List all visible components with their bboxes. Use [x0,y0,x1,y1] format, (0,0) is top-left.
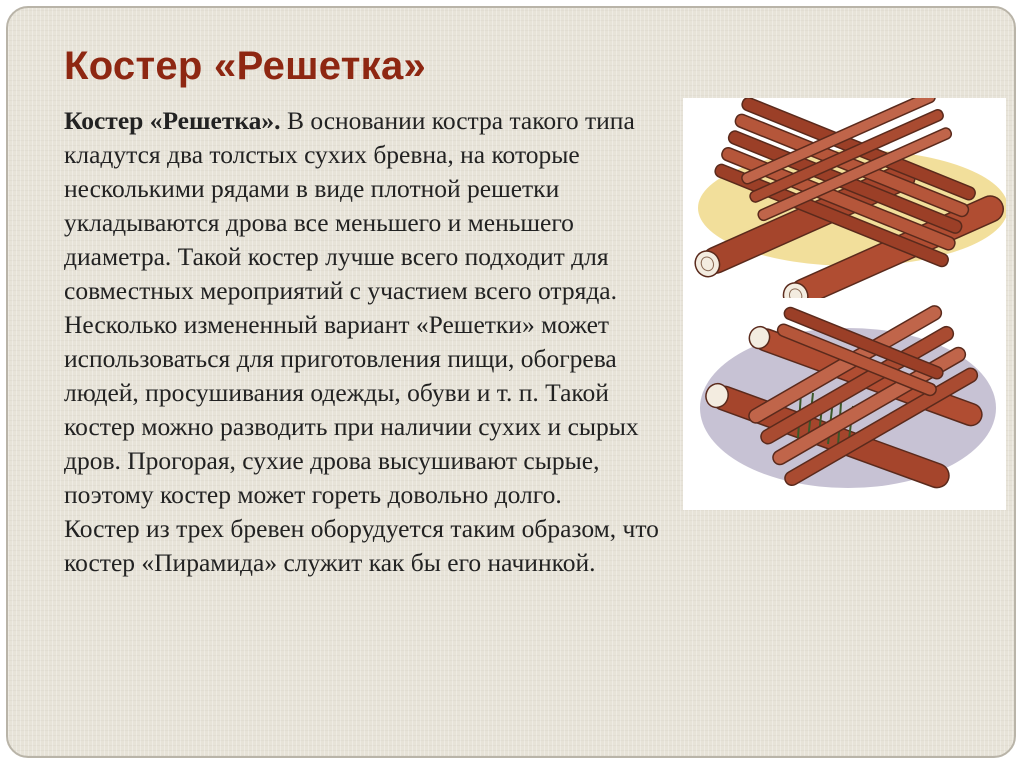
slide-title: Костер «Решетка» [64,44,427,88]
slide [6,6,1016,758]
log-grid-with-kindling-illustration [683,298,1006,510]
illustrations-panel [683,98,1006,510]
paragraph-2: Несколько измененный вариант «Решетки» может использоваться для приготовления пищи, обогрева людей, просушивания одежды, обуви и т. п. Такой костер можно разводить при наличии сухих и сырых дров. Прогорая, сухие дрова высушивают сырые, поэтому костер может гореть довольно долго. [64,310,639,509]
log-grid-campfire-illustration [683,98,1006,298]
paragraph-1 [64,104,686,308]
paragraph-lead: Костер «Решетка». [64,106,281,135]
paragraph-3: Костер из трех бревен оборудуется таким образом, что костер «Пирамида» служит как бы его начинкой. [64,514,659,577]
body-text [64,104,686,580]
paragraph-text: В основании костра такого типа кладутся два толстых сухих бревна, на которые несколькими рядами в виде плотной решетки укладываются дрова все меньшего и меньшего диаметра. Такой костер лучше всего подходит для совместных мероприятий с участием всего отряда. [64,106,635,305]
